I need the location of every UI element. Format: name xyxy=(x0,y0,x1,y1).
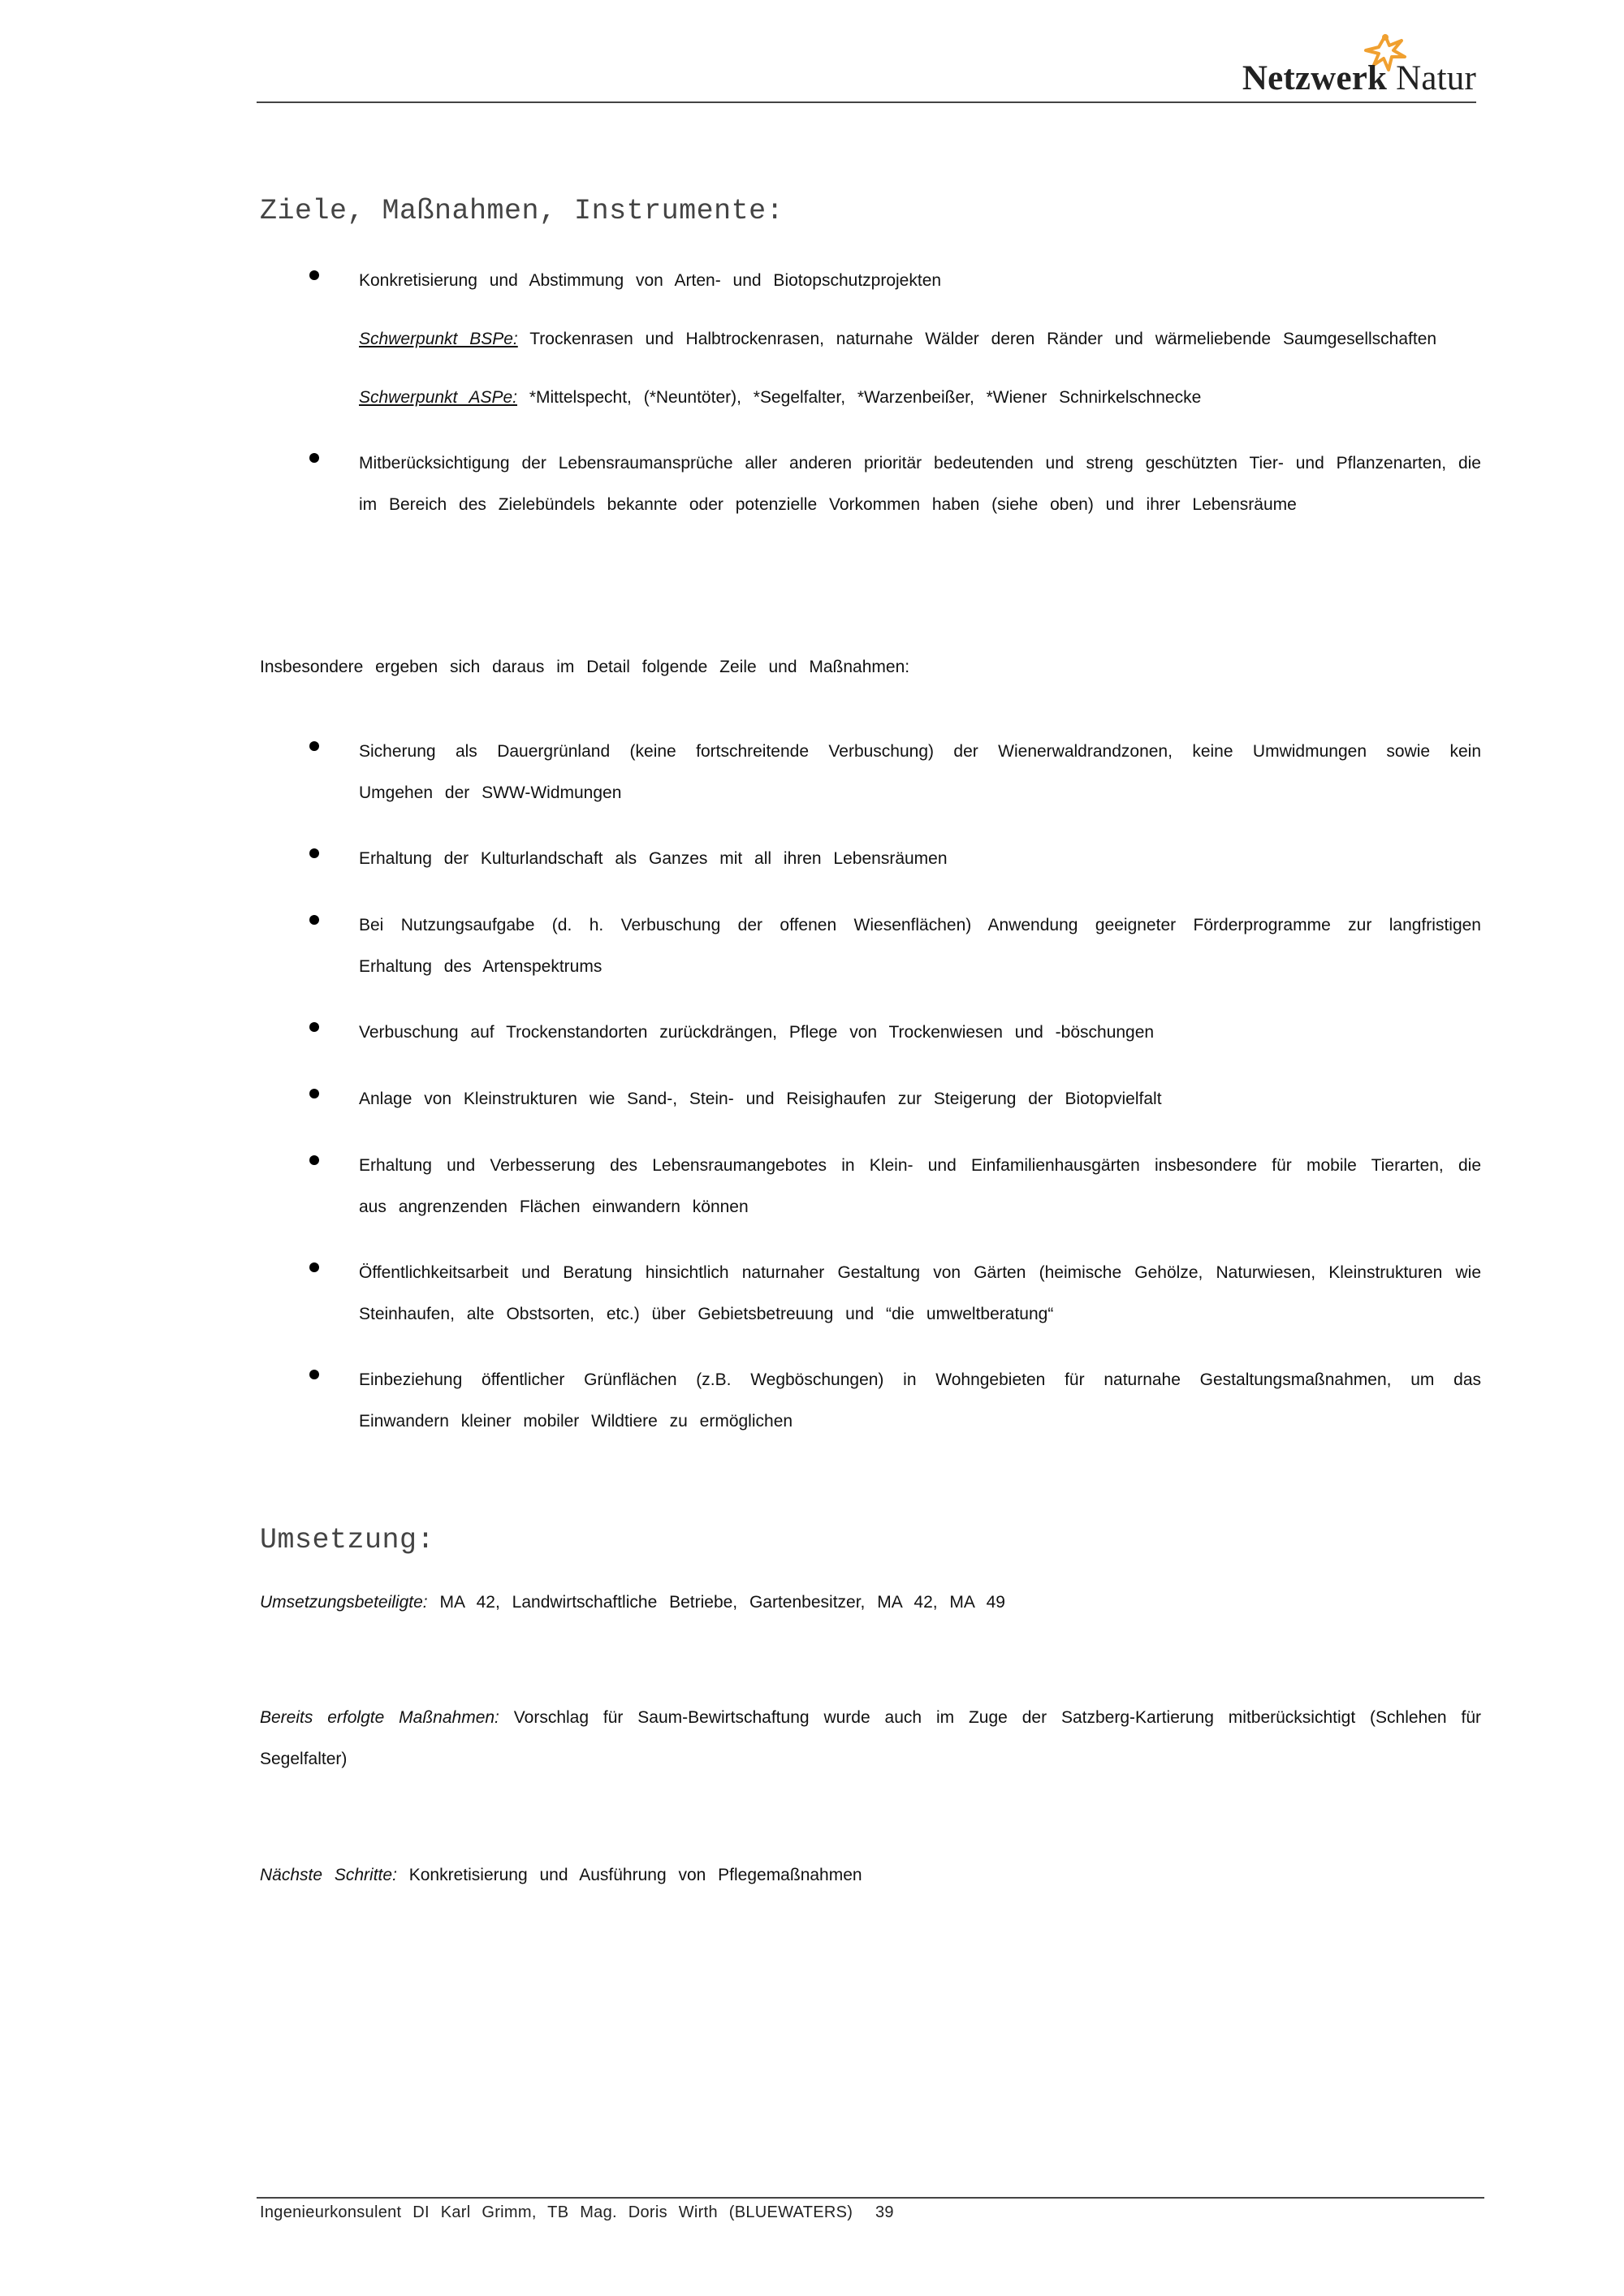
bullet-mitberuecksichtigung: Mitberücksichtigung der Lebensraumansprüche aller anderen prioritär bedeutenden und streng geschützten Tier- und Pflanzenarten, die im Bereich des Zielebündels bekannte oder potenzielle Vorkommen haben (siehe oben) und ihrer Lebensräume xyxy=(359,454,1481,514)
bereits-erfolgt-paragraph xyxy=(260,1697,1481,1780)
bullet-dot xyxy=(309,1262,319,1272)
footer-divider xyxy=(257,2197,1484,2199)
logo-word-natur: Natur xyxy=(1396,59,1476,97)
footer-authors: Ingenieurkonsulent DI Karl Grimm, TB Mag. Doris Wirth (BLUEWATERS) xyxy=(260,2203,853,2221)
list-item-oeffentlichkeitsarbeit: Öffentlichkeitsarbeit und Beratung hinsichtlich naturnaher Gestaltung von Gärten (heimische Gehölze, Naturwiesen, Kleinstrukturen wie Steinhaufen, alte Obstsorten, etc.) über Gebietsbetreuung und “die umweltberatung“ xyxy=(359,1263,1481,1323)
bspe-line xyxy=(359,318,1479,360)
list-item-lebensraumangebot: Erhaltung und Verbesserung des Lebensraumangebotes in Klein- und Einfamilienhausgärten insbesondere für mobile Tierarten, die aus angrenzenden Flächen einwandern können xyxy=(359,1156,1481,1216)
bullet-dot xyxy=(309,1022,319,1032)
bullet-dot xyxy=(309,915,319,925)
bullet-dot xyxy=(309,1155,319,1165)
bereits-erfolgt-label: Bereits erfolgte Maßnahmen: xyxy=(260,1708,499,1727)
umsetzungsbeteiligte-text: MA 42, Landwirtschaftliche Betriebe, Gartenbesitzer, MA 42, MA 49 xyxy=(439,1593,1005,1612)
bullet-dot xyxy=(309,453,319,463)
bullet-dot xyxy=(309,1370,319,1379)
bereits-erfolgt-text: Vorschlag für Saum-Bewirtschaftung wurde auch im Zuge der Satzberg-Kartierung mitberücksichtigt (Schlehen für Segelfalter) xyxy=(260,1708,1482,1768)
bullet-dot xyxy=(309,1089,319,1098)
bspe-label: Schwerpunkt BSPe: xyxy=(359,330,518,348)
umsetzungsbeteiligte-label: Umsetzungsbeteiligte: xyxy=(260,1593,428,1612)
umsetzungsbeteiligte-line xyxy=(260,1582,1478,1623)
list-item-gruenflaechen: Einbeziehung öffentlicher Grünflächen (z.B. Wegböschungen) in Wohngebieten für naturnahe Gestaltungsmaßnahmen, um das Einwandern kleiner mobiler Wildtiere zu ermöglichen xyxy=(359,1370,1481,1431)
bullet-konkretisierung: Konkretisierung und Abstimmung von Arten- und Biotopschutzprojekten xyxy=(359,271,942,290)
naechste-schritte-label: Nächste Schritte: xyxy=(260,1866,397,1884)
list-item-sicherung: Sicherung als Dauergrünland (keine fortschreitende Verbuschung) der Wienerwaldrandzonen, keine Umwidmungen sowie kein Umgehen der SWW-Widmungen xyxy=(359,742,1481,802)
aspe-text: *Mittelspecht, (*Neuntöter), *Segelfalter, *Warzenbeißer, *Wiener Schnirkelschnecke xyxy=(529,388,1202,407)
logo-word-netzwerk: Netzwerk xyxy=(1242,59,1388,97)
bspe-text: Trockenrasen und Halbtrockenrasen, naturnahe Wälder deren Ränder und wärmeliebende Saumgesellschaften xyxy=(529,330,1437,348)
list-item-kleinstrukturen: Anlage von Kleinstrukturen wie Sand-, Stein- und Reisighaufen zur Steigerung der Biotopvielfalt xyxy=(359,1090,1162,1108)
aspe-label: Schwerpunkt ASPe: xyxy=(359,388,517,407)
section-heading-umsetzung: Umsetzung: xyxy=(260,1524,435,1556)
naechste-schritte-text: Konkretisierung und Ausführung von Pflegemaßnahmen xyxy=(408,1866,862,1884)
header-divider xyxy=(257,101,1476,103)
detail-intro: Insbesondere ergeben sich daraus im Detail folgende Zeile und Maßnahmen: xyxy=(260,658,910,676)
page-number: 39 xyxy=(875,2203,894,2221)
list-item-kulturlandschaft: Erhaltung der Kulturlandschaft als Ganzes mit all ihren Lebensräumen xyxy=(359,849,948,868)
naechste-schritte-line xyxy=(260,1854,1478,1896)
list-item-verbuschung: Verbuschung auf Trockenstandorten zurückdrängen, Pflege von Trockenwiesen und -böschungen xyxy=(359,1023,1155,1042)
aspe-line xyxy=(359,377,1479,418)
netzwerk-natur-logo xyxy=(1242,58,1476,98)
list-item-nutzungsaufgabe: Bei Nutzungsaufgabe (d. h. Verbuschung der offenen Wiesenflächen) Anwendung geeigneter Förderprogramme zur langfristigen Erhaltung des Artenspektrums xyxy=(359,916,1481,976)
bullet-dot xyxy=(309,848,319,858)
section-heading-ziele: Ziele, Maßnahmen, Instrumente: xyxy=(260,195,784,227)
bullet-dot xyxy=(309,741,319,751)
bullet-dot xyxy=(309,270,319,280)
